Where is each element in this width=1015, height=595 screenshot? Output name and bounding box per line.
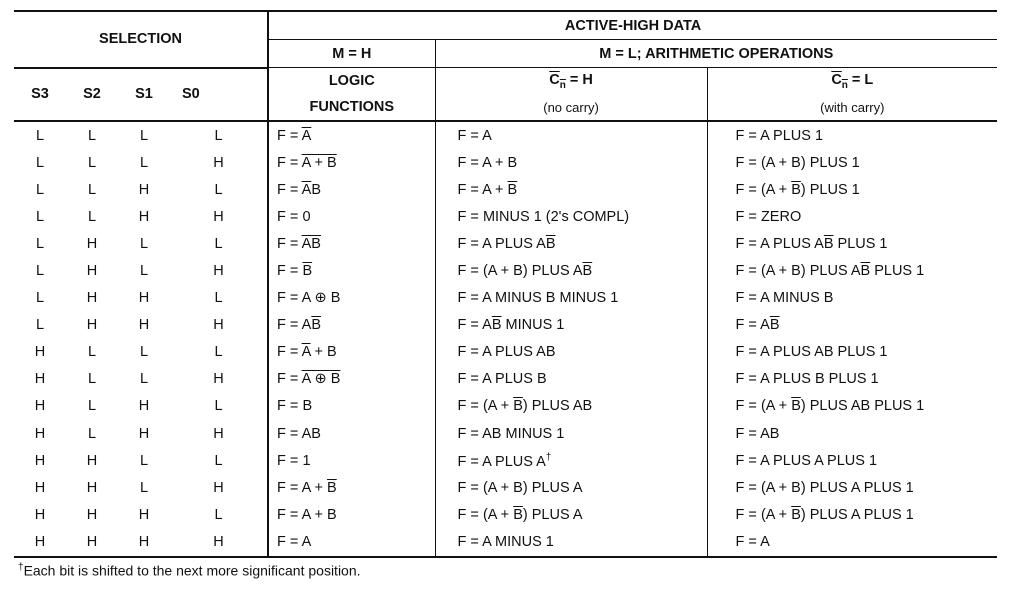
table-row [14,528,997,556]
arith-no-carry: F = AB MINUS 1 [435,420,707,447]
s3-cell: L [35,263,45,280]
s1-cell: L [139,452,149,469]
arith-no-carry: F = A [435,121,707,149]
s2-cell: L [87,425,97,442]
s2-cell: H [86,452,98,469]
s1-cell: H [138,290,150,307]
table-row [14,420,997,447]
s1-cell: L [139,479,149,496]
cn-h-note: (no carry) [435,94,707,121]
table-row [14,230,997,257]
arith-with-carry: F = (A + B) PLUS A PLUS 1 [707,474,997,501]
s3-cell: H [34,371,46,388]
s1-cell: L [139,235,149,252]
table-row [14,474,997,501]
arith-no-carry: $F = (A + \overline{B})$ PLUS A [435,501,707,528]
logic-function: $F = \overline{A} + B$ [268,339,435,366]
logic-function: F = 1 [268,447,435,474]
arith-no-carry: F = A PLUS AB [435,339,707,366]
s0-cell: H [213,317,224,334]
arith-with-carry: F = (A + B) PLUS $A\overline{B}$ PLUS 1 [707,257,997,284]
s0-cell: H [170,528,268,556]
arith-no-carry: F = (A + B) PLUS A [435,474,707,501]
logic-function: $F = \overline{AB}$ [268,230,435,257]
s2-cell: L [87,371,97,388]
alu-function-table [14,10,997,558]
s1-cell: L [139,344,149,361]
alu-function-table-wrapper [14,10,997,558]
m-h-header: M = H [268,40,435,68]
arith-with-carry: F = A PLUS AB PLUS 1 [707,339,997,366]
s2-cell: H [86,235,98,252]
s1-cell: H [138,425,150,442]
logic-function: F = A ⊕ B [268,285,435,312]
s0-cell: L [214,290,223,307]
arith-no-carry: $F = A + \overline{B}$ [435,176,707,203]
arith-with-carry: F = A PLUS A PLUS 1 [707,447,997,474]
s2-cell: L [87,127,97,144]
s3-header: S3 [14,68,66,122]
arith-with-carry: F = AB [707,420,997,447]
table-row [14,203,997,230]
s0-cell: L [214,452,223,469]
s3-cell: H [34,425,46,442]
footnote [18,562,361,579]
s3-cell: L [35,127,45,144]
s0-cell: H [213,479,224,496]
s0-cell: L [214,235,223,252]
s1-cell: L [139,154,149,171]
s2-cell: L [87,344,97,361]
active-high-data-header: ACTIVE-HIGH DATA [268,11,997,40]
logic-function: $F = \overline{A}$ [268,121,435,149]
s2-cell: H [86,317,98,334]
arith-no-carry: $F = (A + \overline{B})$ PLUS AB [435,393,707,420]
table-row [14,285,997,312]
s0-cell: H [213,371,224,388]
logic-function: F = B [268,393,435,420]
logic-function: F = A + B [268,149,435,176]
s1-cell: L [139,127,149,144]
logic-function: F = A + B [268,501,435,528]
arith-with-carry: $F = (A + \overline{B})$ PLUS AB PLUS 1 [707,393,997,420]
s1-cell: H [138,181,150,198]
logic-header-line1: LOGIC [268,68,435,95]
s2-cell: H [86,506,98,523]
s2-cell: L [87,181,97,198]
s2-cell: H [86,479,98,496]
s2-cell: H [86,290,98,307]
s0-cell: L [214,398,223,415]
s2-cell: L [87,154,97,171]
s3-cell: H [34,398,46,415]
arith-no-carry: F = A PLUS B [435,366,707,393]
s1-cell: H [138,398,150,415]
s1-header: S1 [118,68,170,122]
s1-cell: H [118,528,170,556]
arith-with-carry: $F = (A + \overline{B})$ PLUS 1 [707,176,997,203]
s2-cell: L [87,208,97,225]
footnote-text: Each bit is shifted to the next more significant position. [23,562,361,579]
table-row [14,501,997,528]
s1-cell: H [138,317,150,334]
arith-no-carry: F = A PLUS $A\overline{B}$ [435,230,707,257]
logic-function: F = A ⊕ B [268,366,435,393]
s0-cell: L [214,344,223,361]
logic-function: $F = \overline{B}$ [268,257,435,284]
s3-cell: L [35,181,45,198]
table-row [14,339,997,366]
cn-l-note: (with carry) [707,94,997,121]
logic-header-line2: FUNCTIONS [268,94,435,121]
m-l-header: M = L; ARITHMETIC OPERATIONS [435,40,997,68]
s3-cell: L [35,208,45,225]
s1-cell: H [138,208,150,225]
arith-with-carry: F = (A + B) PLUS 1 [707,149,997,176]
s0-cell: H [213,208,224,225]
table-row [14,447,997,474]
arith-with-carry: F = A [707,528,997,556]
arith-with-carry: F = A PLUS B PLUS 1 [707,366,997,393]
footnote-dagger: † [18,562,24,573]
s2-cell: L [87,398,97,415]
s0-header: S0 [170,68,268,122]
s2-cell: H [86,263,98,280]
s1-cell: L [139,371,149,388]
table-row [14,149,997,176]
arith-with-carry: $F = (A + \overline{B})$ PLUS A PLUS 1 [707,501,997,528]
s3-cell: H [34,344,46,361]
cn-l-header: $C_n = L$ [707,68,997,95]
table-row [14,366,997,393]
arith-no-carry: F = A + B [435,149,707,176]
cn-h-header: $C_n = H$ [435,68,707,95]
dagger-mark: † [545,451,552,463]
s0-cell: L [214,181,223,198]
table-row [14,176,997,203]
arith-no-carry: F = A MINUS B MINUS 1 [435,285,707,312]
s3-cell: H [14,528,66,556]
s3-cell: L [35,154,45,171]
s3-cell: H [34,479,46,496]
arith-with-carry: F = A PLUS 1 [707,121,997,149]
s3-cell: L [35,235,45,252]
logic-function: F = AB [268,420,435,447]
s0-cell: L [214,127,223,144]
arith-with-carry: F = A MINUS B [707,285,997,312]
arith-no-carry: F = (A + B) PLUS $A\overline{B}$ [435,257,707,284]
arith-no-carry: F = A MINUS 1 [435,528,707,556]
s3-cell: L [35,290,45,307]
s3-cell: H [34,506,46,523]
arith-with-carry: F = A PLUS $A\overline{B}$ PLUS 1 [707,230,997,257]
table-row [14,393,997,420]
s0-cell: H [213,154,224,171]
arith-no-carry: F = A PLUS A† [435,447,707,474]
arith-with-carry: F = ZERO [707,203,997,230]
cn-h-symbol: $C_n$ [549,71,566,91]
cn-l-symbol: $C_n$ [831,71,848,91]
logic-function: $F = A\overline{B}$ [268,312,435,339]
logic-function: $F = \overline{A}B$ [268,176,435,203]
table-row [14,312,997,339]
s0-cell: L [214,506,223,523]
s1-cell: H [138,506,150,523]
s2-cell: H [66,528,118,556]
s3-cell: H [34,452,46,469]
s0-cell: H [213,263,224,280]
s0-cell: H [213,425,224,442]
arith-no-carry: $F = A\overline{B}$ MINUS 1 [435,312,707,339]
s3-cell: L [35,317,45,334]
arith-no-carry: F = MINUS 1 (2's COMPL) [435,203,707,230]
s1-cell: L [139,263,149,280]
table-row [14,121,997,149]
selection-header: SELECTION [14,11,268,68]
logic-function: F = 0 [268,203,435,230]
logic-function: $F = A + \overline{B}$ [268,474,435,501]
s2-header: S2 [66,68,118,122]
logic-function: F = A [268,528,435,556]
table-row [14,257,997,284]
arith-with-carry: $F = A\overline{B}$ [707,312,997,339]
